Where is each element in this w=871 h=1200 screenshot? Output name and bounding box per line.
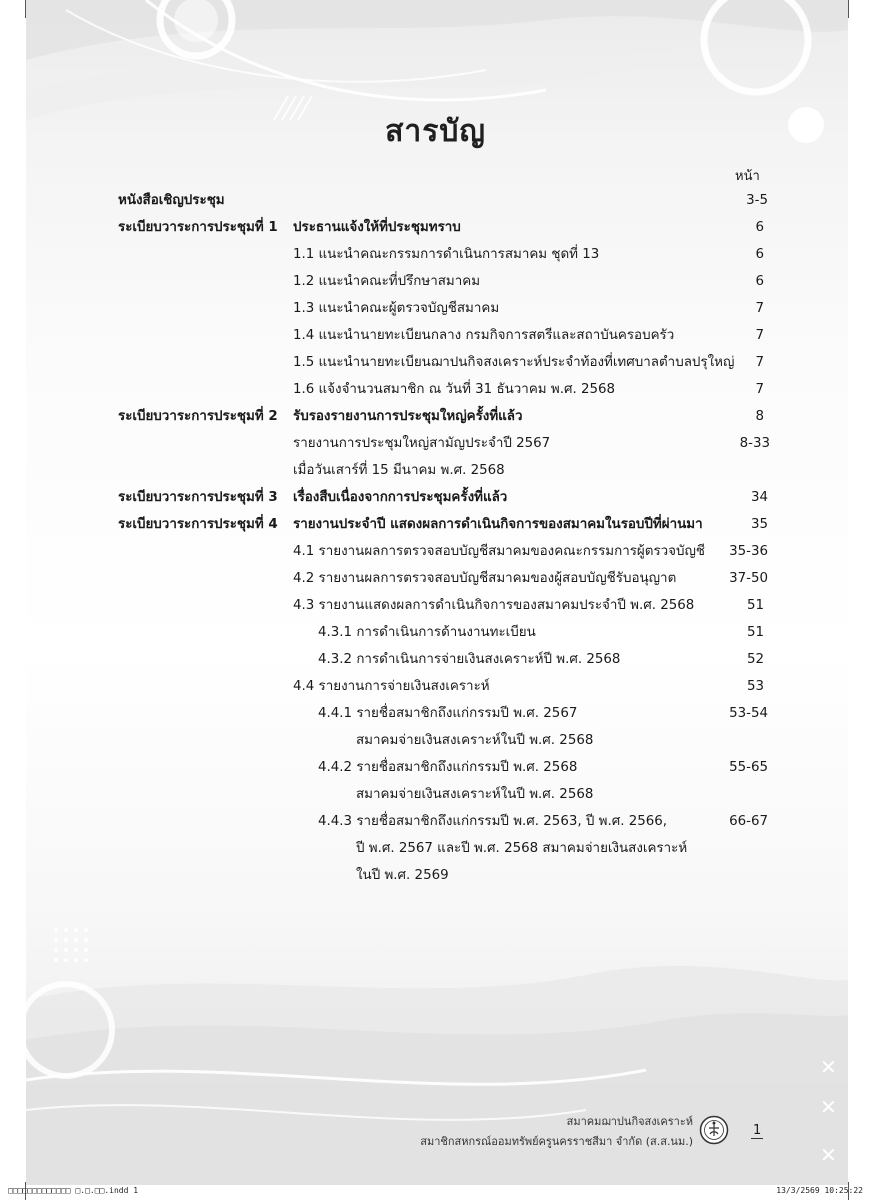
toc-page-number: 7 (755, 301, 764, 316)
agenda-label-1: ระเบียบวาระการประชุมที่ 1 (118, 220, 278, 235)
footer-cooperative-name: สมาชิกสหกรณ์ออมทรัพย์ครูนครราชสีมา จำกัด (ส.ส.นม.) (420, 1135, 693, 1148)
toc-entry-continuation: ในปี พ.ศ. 2569 (356, 868, 449, 883)
agenda-label-4: ระเบียบวาระการประชุมที่ 4 (118, 517, 278, 532)
toc-page-number: 34 (750, 490, 768, 505)
print-slug-filename: □□□□□□□□□□□□□ □.□.□□.indd 1 (8, 1186, 139, 1195)
toc-entry-invitation[interactable]: หนังสือเชิญประชุม (118, 193, 225, 208)
agenda-label-2: ระเบียบวาระการประชุมที่ 2 (118, 409, 278, 424)
toc-page-number: 37-50 (729, 571, 768, 586)
toc-entry-agenda-3[interactable]: เรื่องสืบเนื่องจากการประชุมครั้งที่แล้ว (293, 490, 508, 505)
print-slug-timestamp: 13/3/2569 10:25:22 (776, 1186, 863, 1195)
toc-entry[interactable]: 1.3 แนะนำคณะผู้ตรวจบัญชีสมาคม (293, 301, 500, 316)
page-column-header: หน้า (735, 169, 760, 184)
toc-entry[interactable]: 1.1 แนะนำคณะกรรมการดำเนินการสมาคม ชุดที่ 13 (293, 247, 600, 262)
decorative-background (26, 0, 848, 1185)
toc-page-number: 51 (746, 598, 764, 613)
toc-entry-agenda-2[interactable]: รับรองรายงานการประชุมใหญ่ครั้งที่แล้ว (293, 409, 523, 424)
footer-association-name: สมาคมฌาปนกิจสงเคราะห์ (566, 1115, 693, 1128)
toc-entry-continuation: สมาคมจ่ายเงินสงเคราะห์ในปี พ.ศ. 2568 (356, 733, 594, 748)
agenda-label-3: ระเบียบวาระการประชุมที่ 3 (118, 490, 278, 505)
toc-page-number: 35-36 (729, 544, 768, 559)
toc-entry[interactable]: 4.4.1 รายชื่อสมาชิกถึงแก่กรรมปี พ.ศ. 2567 (318, 706, 578, 721)
page-number: 1 (753, 1123, 762, 1138)
toc-page-number: 66-67 (729, 814, 768, 829)
toc-page-number: 53-54 (729, 706, 768, 721)
toc-entry[interactable]: 1.2 แนะนำคณะที่ปรึกษาสมาคม (293, 274, 481, 289)
toc-entry[interactable]: 4.1 รายงานผลการตรวจสอบบัญชีสมาคมของคณะกรรมการผู้ตรวจบัญชี (293, 544, 706, 559)
x-mark-icon: ✕ (820, 1095, 837, 1119)
page-title: สารบัญ (385, 114, 486, 149)
toc-entry-agenda-4[interactable]: รายงานประจำปี แสดงผลการดำเนินกิจการของสมาคมในรอบปีที่ผ่านมา (293, 517, 703, 532)
toc-entry[interactable]: 1.4 แนะนำนายทะเบียนกลาง กรมกิจการสตรีและสถาบันครอบครัว (293, 328, 675, 343)
toc-page-number: 35 (750, 517, 768, 532)
toc-entry-continuation: เมื่อวันเสาร์ที่ 15 มีนาคม พ.ศ. 2568 (293, 463, 505, 478)
toc-page-number: 51 (746, 625, 764, 640)
toc-entry[interactable]: 4.4.3 รายชื่อสมาชิกถึงแก่กรรมปี พ.ศ. 2563, ปี พ.ศ. 2566, (318, 814, 668, 829)
toc-entry[interactable]: 4.4 รายงานการจ่ายเงินสงเคราะห์ (293, 679, 490, 694)
toc-page-number: 53 (746, 679, 764, 694)
crop-mark (848, 0, 849, 18)
crop-mark (25, 0, 26, 18)
toc-page-number: 6 (755, 274, 764, 289)
toc-page-number: 8 (755, 409, 764, 424)
toc-entry-continuation: ปี พ.ศ. 2567 และปี พ.ศ. 2568 สมาคมจ่ายเงินสงเคราะห์ (356, 841, 688, 856)
toc-page-number: 7 (755, 328, 764, 343)
toc-page-number: 55-65 (729, 760, 768, 775)
toc-entry[interactable]: 4.2 รายงานผลการตรวจสอบบัญชีสมาคมของผู้สอบบัญชีรับอนุญาต (293, 571, 677, 586)
toc-page-number: 3-5 (746, 193, 768, 208)
toc-page-number: 8-33 (739, 436, 770, 451)
toc-page-number: 7 (755, 382, 764, 397)
toc-page-number: 6 (755, 220, 764, 235)
toc-entry[interactable]: 1.5 แนะนำนายทะเบียนฌาปนกิจสงเคราะห์ประจำท้องที่เทศบาลตำบลปรุใหญ่ (293, 355, 735, 370)
toc-entry[interactable]: รายงานการประชุมใหญ่สามัญประจำปี 2567 (293, 436, 551, 451)
toc-entry-agenda-1[interactable]: ประธานแจ้งให้ที่ประชุมทราบ (293, 220, 461, 235)
page-background (26, 0, 848, 1185)
toc-page-number: 6 (755, 247, 764, 262)
toc-page-number: 52 (746, 652, 764, 667)
toc-entry[interactable]: 4.3.1 การดำเนินการด้านงานทะเบียน (318, 625, 536, 640)
toc-entry[interactable]: 4.4.2 รายชื่อสมาชิกถึงแก่กรรมปี พ.ศ. 2568 (318, 760, 578, 775)
association-seal-icon (699, 1115, 729, 1145)
toc-entry[interactable]: 1.6 แจ้งจำนวนสมาชิก ณ วันที่ 31 ธันวาคม พ.ศ. 2568 (293, 382, 616, 397)
toc-entry[interactable]: 4.3 รายงานแสดงผลการดำเนินกิจการของสมาคมประจำปี พ.ศ. 2568 (293, 598, 695, 613)
x-mark-icon: ✕ (820, 1143, 837, 1167)
dots-decoration (54, 928, 88, 962)
toc-page-number: 7 (755, 355, 764, 370)
toc-entry[interactable]: 4.3.2 การดำเนินการจ่ายเงินสงเคราะห์ปี พ.ศ. 2568 (318, 652, 621, 667)
x-mark-icon: ✕ (820, 1055, 837, 1079)
toc-entry-continuation: สมาคมจ่ายเงินสงเคราะห์ในปี พ.ศ. 2568 (356, 787, 594, 802)
